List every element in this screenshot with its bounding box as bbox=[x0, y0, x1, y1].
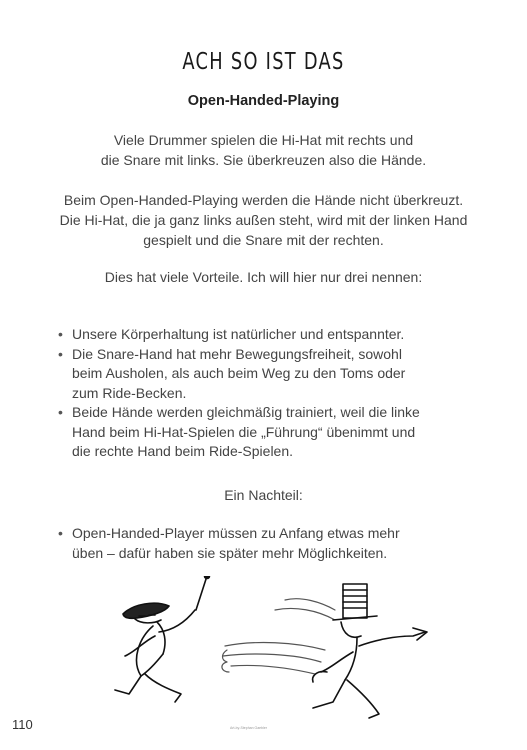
paragraph-1 bbox=[30, 130, 497, 170]
paragraph-line: Die Hi-Hat, die ja ganz links außen steht, wird mit der linken Hand bbox=[59, 212, 468, 228]
list-item-line: • Unsere Körperhaltung ist natürlicher und entspannter. bbox=[72, 326, 405, 342]
illustration-credit: Art-by-Stephan Gaebler bbox=[230, 726, 267, 730]
list-item-line: • Beide Hände werden gleichmäßig trainiert, weil die linke bbox=[72, 404, 420, 420]
paragraph-line: Viele Drummer spielen die Hi-Hat mit rechts und bbox=[113, 132, 414, 148]
paragraph-line: Beim Open-Handed-Playing werden die Hände nicht überkreuzt. bbox=[63, 192, 464, 208]
paragraph-2 bbox=[30, 190, 497, 250]
section-heading: Open-Handed-Playing bbox=[187, 93, 340, 109]
list-item-line: üben – dafür haben sie später mehr Möglichkeiten. bbox=[72, 544, 388, 561]
paragraph-line: gespielt und die Snare mit der rechten. bbox=[143, 232, 384, 248]
list-item-line: • Open-Handed-Player müssen zu Anfang etwas mehr bbox=[72, 525, 400, 541]
paragraph-line: Dies hat viele Vorteile. Ich will hier nur drei nennen: bbox=[104, 269, 423, 285]
page-title: ACH SO IST DAS bbox=[182, 49, 345, 76]
disadvantage-heading: Ein Nachteil: bbox=[224, 487, 303, 503]
paragraph-3 bbox=[30, 267, 497, 287]
list-item bbox=[58, 325, 498, 345]
paragraph-line: die Snare mit links. Sie überkreuzen also die Hände. bbox=[100, 152, 427, 168]
list-item-line: • Die Snare-Hand hat mehr Bewegungsfreiheit, sowohl bbox=[72, 345, 402, 362]
disadvantages-list bbox=[58, 524, 498, 563]
list-item bbox=[58, 345, 498, 404]
list-item-line: zum Ride-Becken. bbox=[72, 384, 187, 401]
list-item bbox=[58, 403, 498, 462]
list-item bbox=[58, 524, 498, 563]
page-number: 110 bbox=[12, 717, 33, 732]
list-item-line: die rechte Hand beim Ride-Spielen. bbox=[72, 443, 294, 459]
list-item-line: beim Ausholen, als auch beim Weg zu den Toms oder bbox=[72, 365, 406, 381]
list-item-line: Hand beim Hi-Hat-Spielen die „Führung“ übenimmt und bbox=[72, 423, 416, 440]
advantages-list bbox=[58, 325, 498, 462]
running-drummers-illustration bbox=[95, 576, 455, 726]
